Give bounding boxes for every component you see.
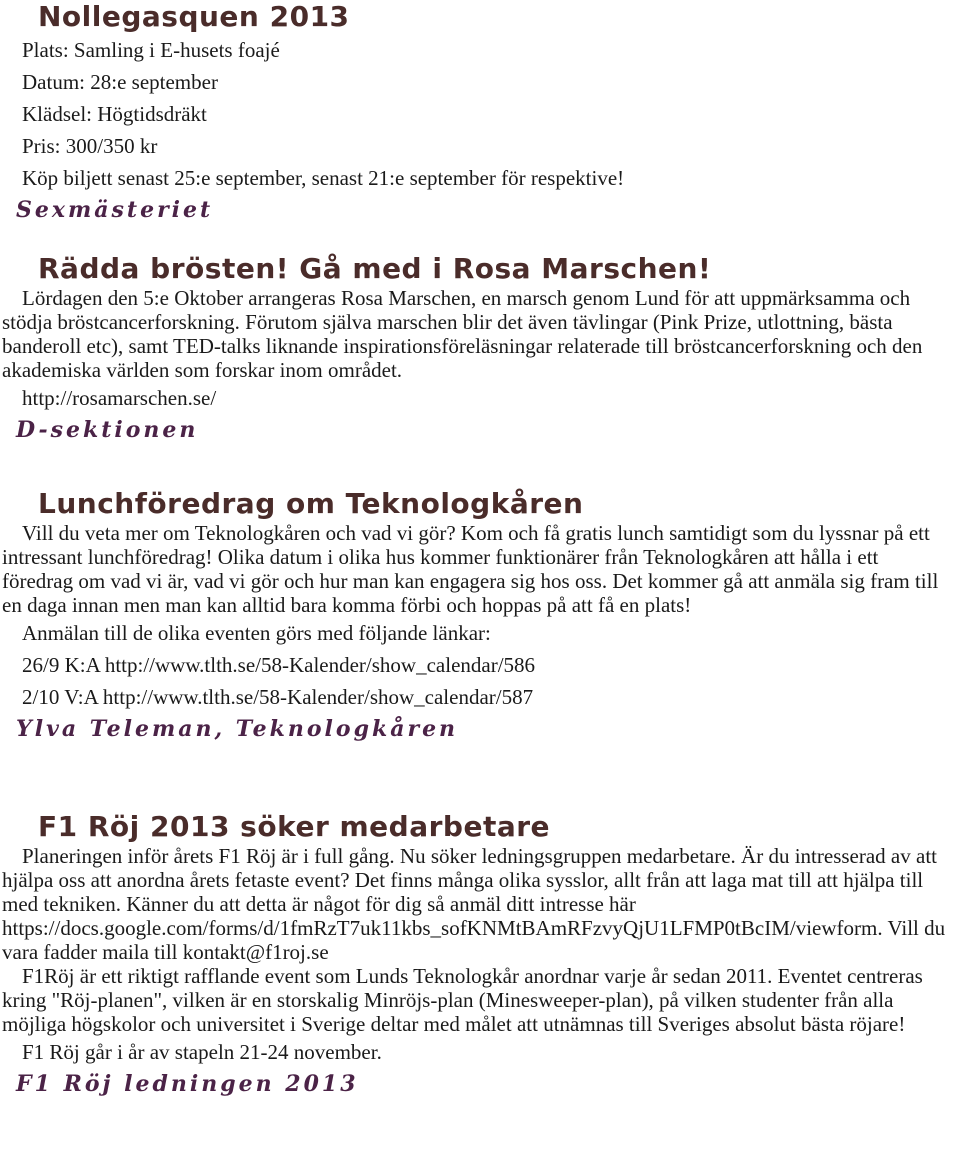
info-ticket-deadline: Köp biljett senast 25:e september, senast 21:e september för respektive! [22, 166, 625, 190]
article-title: Nollegasquen 2013 [38, 0, 350, 33]
article-body-text: Planeringen inför årets F1 Röj är i full gång. Nu söker ledningsgruppen medarbetare. Är du intresserad av att hjälpa oss att anordna årets fetaste event? Det finns många olika sysslor, allt från att laga mat till att hjälpa till med tekniken. Känner du att detta är något för dig så anmäl ditt intresse här https://docs.google.com/forms/d/1fmRzT7uk11kbs_sofKNMtBAmRFzvyQjU1LFMP0tBcIM/viewform. Vill du vara fadder maila till kontakt@f1roj.se [2, 844, 946, 964]
article-title: F1 Röj 2013 söker medarbetare [38, 810, 551, 843]
article-body [0, 521, 960, 617]
article-nollegasquen [0, 0, 960, 226]
signup-link-ka[interactable]: 26/9 K:A http://www.tlth.se/58-Kalender/show_calendar/586 [22, 653, 536, 677]
article-body-text: Lördagen den 5:e Oktober arrangeras Rosa Marschen, en marsch genom Lund för att uppmärksamma och stödja bröstcancerforskning. Förutom själva marschen blir det även tävlingar (Pink Prize, utlottning, bästa banderoll etc), samt TED-talks liknande inspirationsföreläsningar relaterade till bröstcancerforskning och den akademiska världen som forskar inom området. [2, 286, 923, 382]
article-title: Rädda brösten! Gå med i Rosa Marschen! [38, 252, 712, 285]
info-price: Pris: 300/350 kr [22, 134, 158, 158]
article-signature: F1 Röj ledningen 2013 [16, 1071, 359, 1097]
event-dates: F1 Röj går i år av stapeln 21-24 november. [22, 1040, 382, 1064]
article-body [0, 286, 960, 382]
article-f1-roj [0, 810, 960, 1100]
article-signature: Ylva Teleman, Teknologkåren [16, 716, 459, 742]
article-link[interactable]: http://rosamarschen.se/ [22, 386, 217, 410]
signup-link-va[interactable]: 2/10 V:A http://www.tlth.se/58-Kalender/show_calendar/587 [22, 685, 534, 709]
article-body-text: Vill du veta mer om Teknologkåren och vad vi gör? Kom och få gratis lunch samtidigt som du lyssnar på ett intressant lunchföredrag! Olika datum i olika hus kommer funktionärer från Teknologkåren att hålla i ett föredrag om vad vi är, vad vi gör och hur man kan engagera sig hos oss. Det kommer gå att anmäla sig fram till en daga innan men man kan alltid bara komma förbi och hoppas på att få en plats! [2, 521, 939, 617]
info-date: Datum: 28:e september [22, 70, 218, 94]
info-dresscode: Klädsel: Högtidsdräkt [22, 102, 207, 126]
article-signature: D-sektionen [16, 417, 199, 443]
article-signature: Sexmästeriet [16, 197, 214, 223]
article-lunchforedrag [0, 487, 960, 745]
signup-intro: Anmälan till de olika eventen görs med följande länkar: [22, 621, 491, 645]
article-rosa-marschen [0, 252, 960, 446]
article-title: Lunchföredrag om Teknologkåren [38, 487, 584, 520]
article-body-text: F1Röj är ett riktigt rafflande event som Lunds Teknologkår anordnar varje år sedan 2011. Eventet centreras kring "Röj-planen", vilken är en storskalig Minröjs-plan (Minesweeper-plan), på vilken studenter från alla möjliga högskolor och universitet i Sverige deltar med målet att utnämnas till Sveriges absolut bästa röjare! [2, 964, 923, 1036]
info-location: Plats: Samling i E-husets foajé [22, 38, 280, 62]
article-body [0, 964, 960, 1036]
article-body [0, 844, 960, 964]
